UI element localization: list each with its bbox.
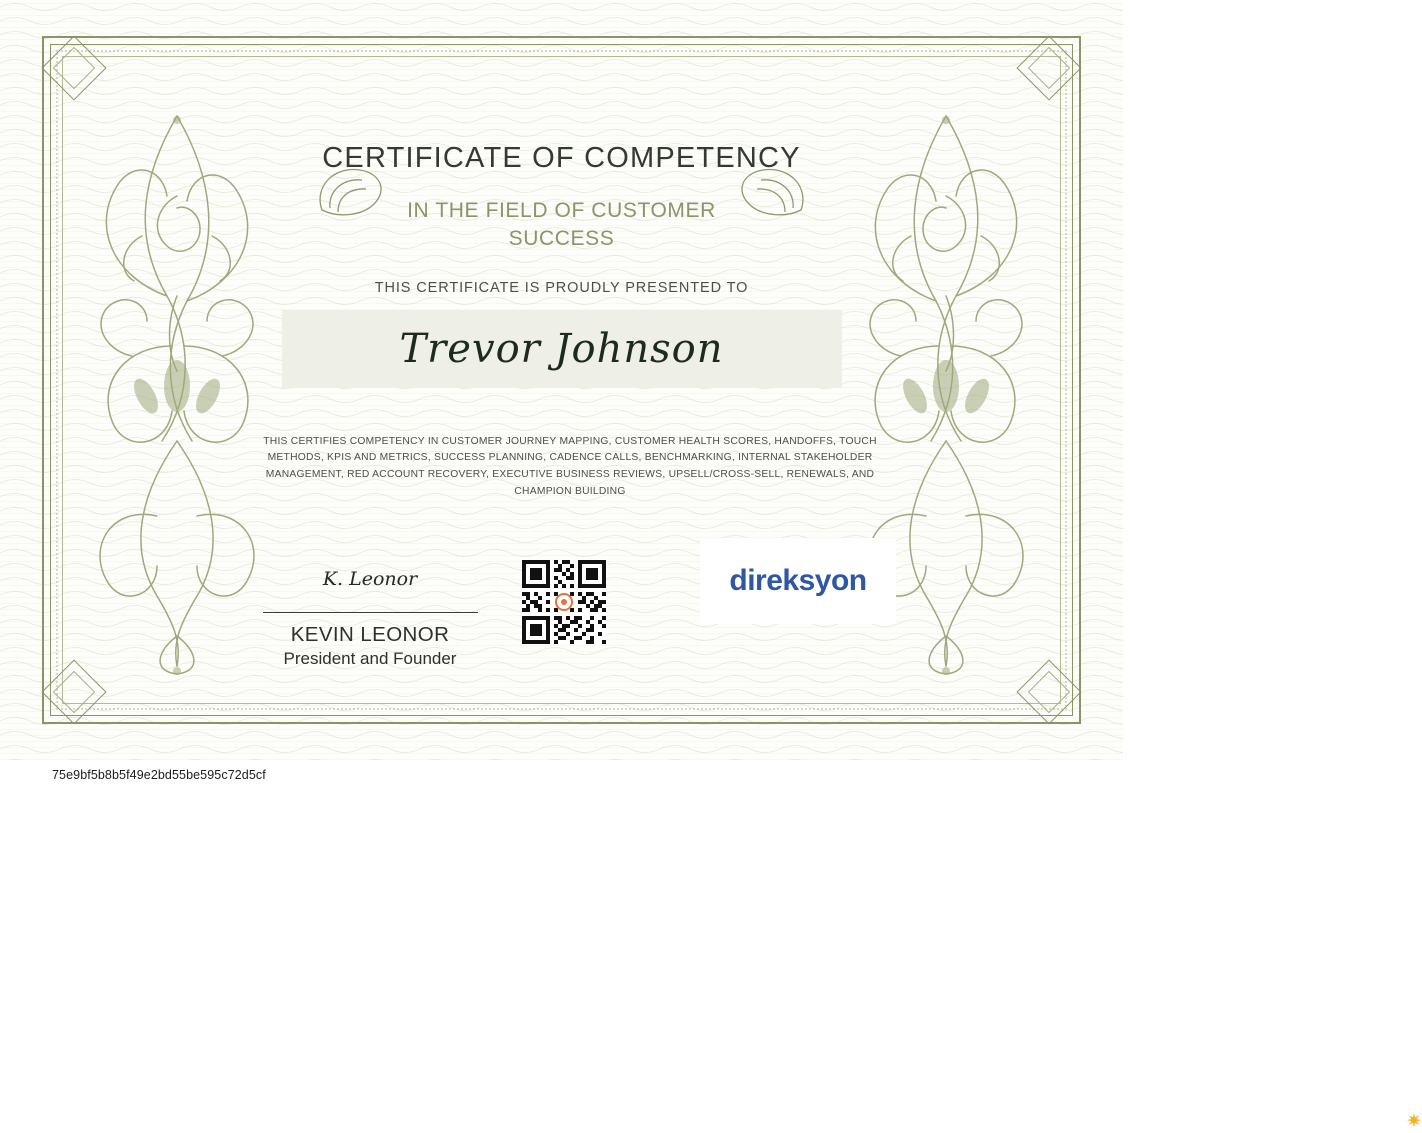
recipient-name: Trevor Johnson (399, 325, 724, 372)
recipient-name-band (282, 310, 842, 388)
brand-logo (700, 538, 1422, 1132)
signatory-role: President and Founder (283, 649, 457, 668)
signatory-name: KEVIN LEONOR (290, 623, 450, 646)
signature-script: K. Leonor (322, 568, 418, 590)
qr-center-emblem-icon (555, 593, 573, 611)
presented-to-label: THIS CERTIFICATE IS PROUDLY PRESENTED TO (374, 279, 749, 296)
certificate-title: CERTIFICATE OF COMPETENCY (322, 142, 801, 174)
signature-rule (263, 612, 478, 613)
brand-logo-star-icon: ✷ (1406, 1111, 1422, 1132)
certificate-content (250, 120, 877, 500)
certificate-body-text: THIS CERTIFIES COMPETENCY IN CUSTOMER JOURNEY MAPPING, CUSTOMER HEALTH SCORES, HANDOFFS, TOUCH METHODS, KPIS AND METRICS, SUCCESS PLANNING, CADENCE CALLS, BENCHMARKING, INTERNAL STAKEHOLDER MANAGEMENT, RED ACCOUNT RECOVERY, EXECUTIVE BUSINESS REVIEWS, UPSELL/CROSS-SELL, RENEWALS, AND CHAMPION BUILDING (263, 435, 877, 497)
qr-code[interactable] (522, 560, 606, 644)
verification-hash: 75e9bf5b8b5f49e2bd55be595c72d5cf (52, 768, 266, 782)
signature-block (235, 568, 505, 669)
certificate-subtitle: IN THE FIELD OF CUSTOMER SUCCESS (407, 199, 716, 251)
brand-logo-text: direksyon (729, 564, 867, 597)
